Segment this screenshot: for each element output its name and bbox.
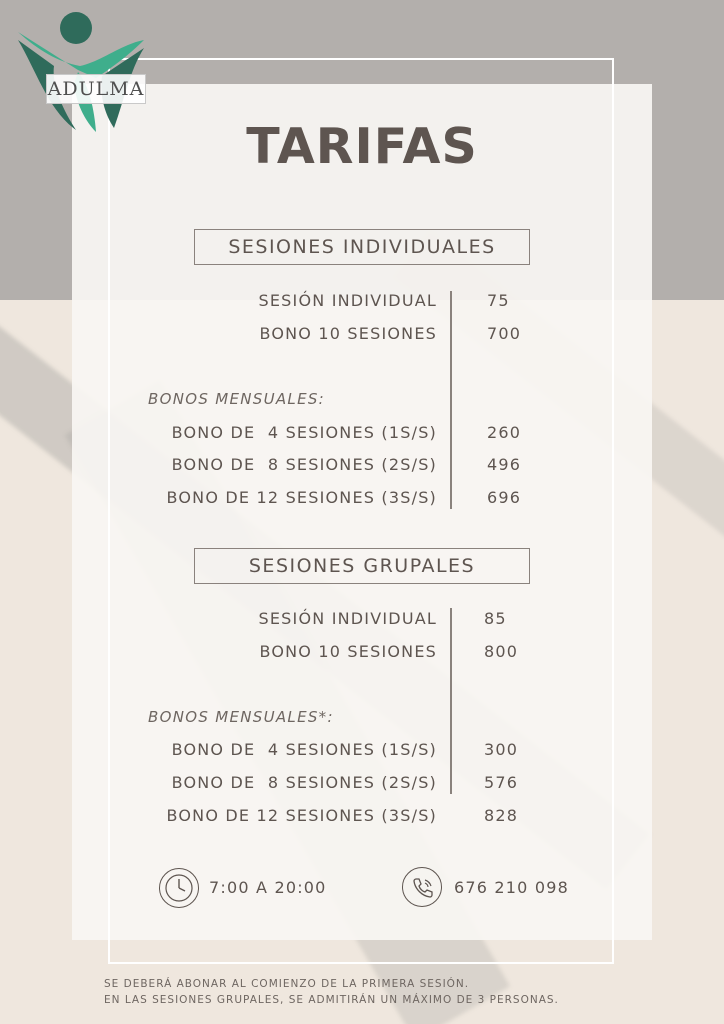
individual-row-label: BONO 10 SESIONES: [259, 324, 437, 343]
group-divider: [450, 608, 452, 794]
group-monthly-row-price: 828: [484, 806, 519, 825]
individual-monthly-row-price: 260: [487, 423, 522, 442]
group-monthly-label: BONOS MENSUALES*:: [148, 708, 334, 726]
individual-monthly-row-label: BONO DE 8 SESIONES (2S/S): [171, 455, 437, 474]
individual-monthly-row-price: 696: [487, 488, 522, 507]
phone-icon[interactable]: [402, 867, 442, 907]
clock-icon: [159, 868, 199, 908]
footer-note: EN LAS SESIONES GRUPALES, SE ADMITIRÁN UN MÁXIMO DE 3 PERSONAS.: [104, 994, 559, 1006]
footer-note: SE DEBERÁ ABONAR AL COMIENZO DE LA PRIMERA SESIÓN.: [104, 978, 470, 990]
group-row-price: 800: [484, 642, 519, 661]
individual-monthly-row-price: 496: [487, 455, 522, 474]
phone-number[interactable]: 676 210 098: [454, 878, 569, 897]
individual-row-price: 700: [487, 324, 522, 343]
group-monthly-row-price: 576: [484, 773, 519, 792]
group-row-price: 85: [484, 609, 507, 628]
group-monthly-row-price: 300: [484, 740, 519, 759]
group-monthly-row-label: BONO DE 8 SESIONES (2S/S): [171, 773, 437, 792]
logo-text: ADULMA: [46, 74, 146, 104]
individual-monthly-row-label: BONO DE 4 SESIONES (1S/S): [171, 423, 437, 442]
individual-row-price: 75: [487, 291, 510, 310]
individual-monthly-label: BONOS MENSUALES:: [148, 390, 326, 408]
page-title: TARIFAS: [246, 118, 478, 175]
group-monthly-row-label: BONO DE 4 SESIONES (1S/S): [171, 740, 437, 759]
group-row-label: BONO 10 SESIONES: [259, 642, 437, 661]
individual-sessions-heading: SESIONES INDIVIDUALES: [194, 229, 530, 265]
group-sessions-heading: SESIONES GRUPALES: [194, 548, 530, 584]
card-frame: [108, 58, 614, 964]
group-row-label: SESIÓN INDIVIDUAL: [258, 609, 437, 628]
individual-row-label: SESIÓN INDIVIDUAL: [258, 291, 437, 310]
individual-monthly-row-label: BONO DE 12 SESIONES (3S/S): [166, 488, 437, 507]
individual-divider: [450, 291, 452, 509]
group-monthly-row-label: BONO DE 12 SESIONES (3S/S): [166, 806, 437, 825]
opening-hours: 7:00 A 20:00: [209, 878, 327, 897]
